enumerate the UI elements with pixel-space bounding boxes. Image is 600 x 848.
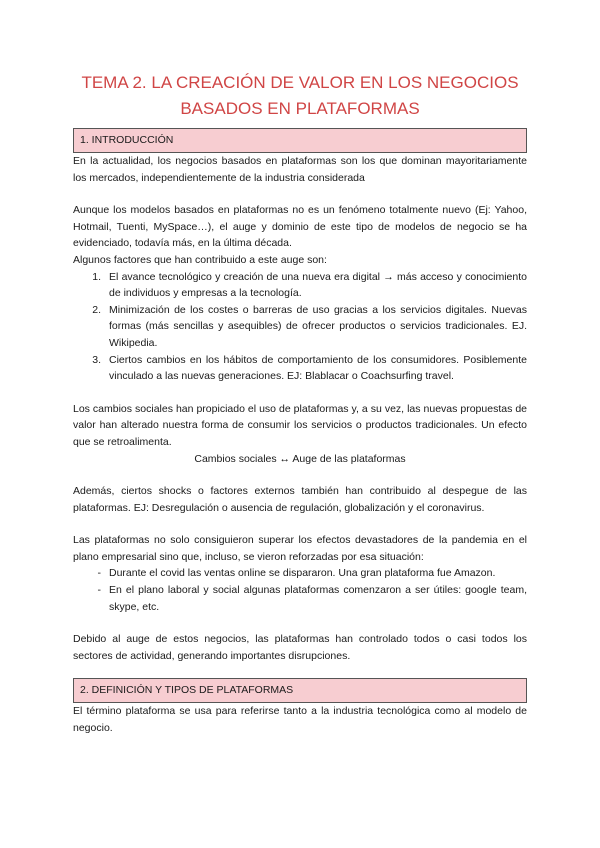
list-number: 1. <box>92 270 101 283</box>
list-number: 2. <box>92 303 101 316</box>
paragraph-2: Aunque los modelos basados en plataformas no es un fenómeno totalmente nuevo (Ej: Yahoo, Hotmail, Tuenti, MySpace…), el auge y dominio de este tipo de modelos de negocio se ha evidenciado, todavía más, en la última década. <box>73 204 527 250</box>
title-line-1: TEMA 2. LA CREACIÓN DE VALOR EN LOS NEGOCIOS <box>81 73 519 92</box>
list-item <box>73 565 527 582</box>
section-heading-introduccion: 1. INTRODUCCIÓN <box>73 128 527 153</box>
paragraph-5: Además, ciertos shocks o factores externos también han contribuido al despegue de las plataformas. EJ: Desregulación o ausencia de regulación, globalización y el coronavirus. <box>73 485 527 514</box>
list-item <box>73 302 527 352</box>
list-number: 3. <box>92 353 101 366</box>
bullet-dash: - <box>97 584 101 597</box>
paragraph-4: Los cambios sociales han propiciado el uso de plataformas y, a su vez, las nuevas propuestas de valor han alterado nuestra forma de consumir los servicios o productos tradicionales. Un efecto que se retroalimenta. <box>73 402 527 448</box>
document-page <box>73 70 527 737</box>
paragraph-4-centered: Cambios sociales ↔ Auge de las plataformas <box>194 452 406 465</box>
document-title <box>73 70 527 122</box>
list-item-text: Minimización de los costes o barreras de uso gracias a los servicios digitales. Nuevas formas (más sencillas y asequibles) de ofrecer productos o servicios tradicionales. EJ. Wikipedia. <box>109 303 527 349</box>
list-item-text: En el plano laboral y social algunas plataformas comenzaron a ser útiles: google team, skype, etc. <box>109 584 527 613</box>
list-item-text: El avance tecnológico y creación de una nueva era digital → más acceso y conocimiento de individuos y empresas a la tecnología. <box>109 270 527 300</box>
paragraph-1: En la actualidad, los negocios basados en plataformas son los que dominan mayoritariamente los mercados, independientemente de la industria considerada <box>73 155 527 184</box>
list-item-text: Durante el covid las ventas online se dispararon. Una gran plataforma fue Amazon. <box>109 567 496 580</box>
list-item <box>73 582 527 615</box>
title-line-2: BASADOS EN PLATAFORMAS <box>180 99 420 118</box>
paragraph-8: El término plataforma se usa para referirse tanto a la industria tecnológica como al modelo de negocio. <box>73 705 527 735</box>
bullet-list <box>73 565 527 615</box>
section-heading-definicion: 2. DEFINICIÓN Y TIPOS DE PLATAFORMAS <box>73 678 527 703</box>
list-item <box>73 352 527 385</box>
paragraph-7: Debido al auge de estos negocios, las plataformas han controlado todos o casi todos los sectores de actividad, generando importantes disrupciones. <box>73 633 527 662</box>
list-item <box>73 269 527 302</box>
factors-list <box>73 269 527 385</box>
list-item-text: Ciertos cambios en los hábitos de comportamiento de los consumidores. Posiblemente vinculado a las nuevas generaciones. EJ: Blablacar o Coachsurfing travel. <box>109 353 527 383</box>
paragraph-3: Algunos factores que han contribuido a este auge son: <box>73 253 327 266</box>
paragraph-6: Las plataformas no solo consiguieron superar los efectos devastadores de la pandemia en el plano empresarial sino que, incluso, se vieron reforzadas por esa situación: <box>73 534 527 563</box>
bullet-dash: - <box>97 567 101 580</box>
